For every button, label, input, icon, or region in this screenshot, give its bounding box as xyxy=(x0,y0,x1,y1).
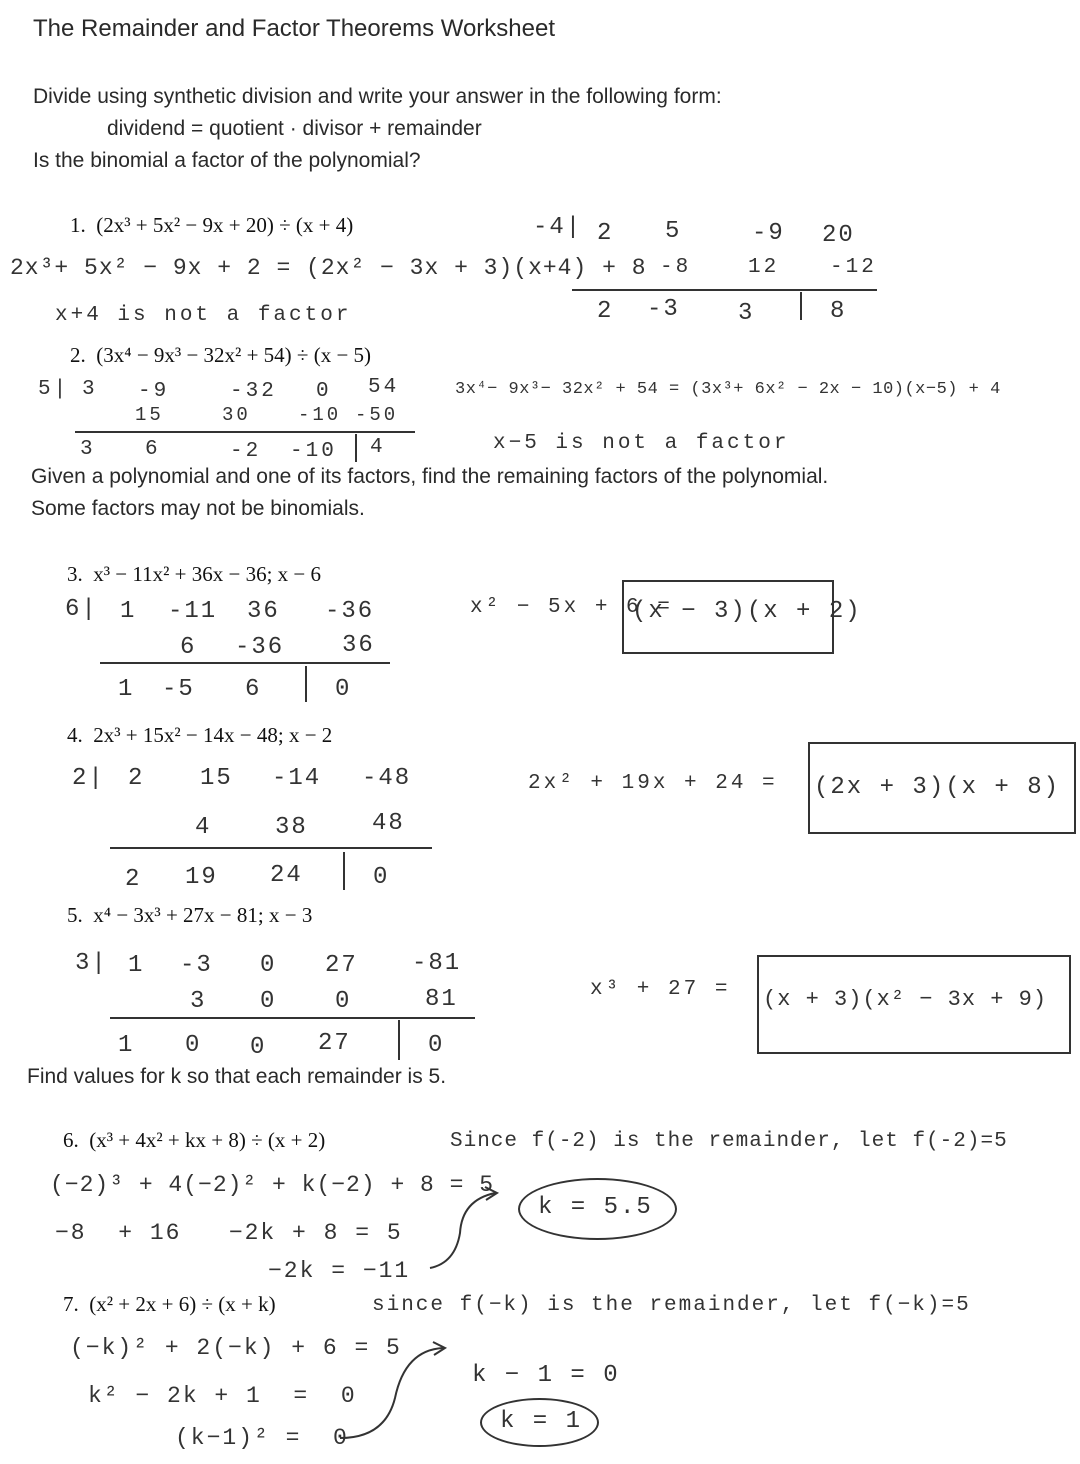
problem-4-row2-cell: 4 xyxy=(195,814,212,841)
problem-3-divisor: 6| xyxy=(65,596,98,623)
problem-5-divisor: 3| xyxy=(75,950,108,977)
problem-2-answer: 3x⁴− 9x³− 32x² + 54 = (3x³+ 6x² − 2x − 10)(x−5) + 4 xyxy=(455,380,1001,399)
problem-7-step: k − 1 = 0 xyxy=(472,1362,620,1389)
problem-4-row3-cell: 0 xyxy=(373,864,390,891)
problem-5-answer: x³ + 27 = xyxy=(590,978,731,1001)
problem-1-row1-cell: 20 xyxy=(822,222,855,249)
problem-2-row1-cell: -9 xyxy=(138,380,170,403)
problem-2-row1-cell: 3 xyxy=(82,378,98,401)
problem-5-label: 5. x⁴ − 3x³ + 27x − 81; x − 3 xyxy=(67,903,313,927)
problem-2-row2-cell: 30 xyxy=(222,404,251,426)
problem-6-answer: k = 5.5 xyxy=(538,1194,653,1221)
problem-6-label: 6. (x³ + 4x² + kx + 8) ÷ (x + 2) xyxy=(63,1128,326,1152)
problem-2-divisor: 5| xyxy=(38,378,70,401)
problem-5-row3-cell: 0 xyxy=(185,1032,202,1059)
problem-4-row1-cell: 2 xyxy=(128,765,145,792)
problem-1-answer: 2x³+ 5x² − 9x + 2 = (2x² − 3x + 3)(x+4) + 8 xyxy=(10,255,647,281)
problem-3-row2-cell: 36 xyxy=(342,632,375,659)
problem-5-row3-cell: 1 xyxy=(118,1032,135,1059)
problem-3-row3-cell: 6 xyxy=(245,676,262,703)
problem-5-row2-cell: 0 xyxy=(335,988,352,1015)
section-2-line-2: Some factors may not be binomials. xyxy=(31,497,365,520)
problem-1-row2-cell: 12 xyxy=(748,256,780,279)
problem-3-row1-cell: -11 xyxy=(168,598,218,625)
arrow-icon xyxy=(335,1338,455,1448)
answer-box xyxy=(622,580,862,654)
problem-5-row1-cell: 1 xyxy=(128,952,145,979)
problem-5-row2-cell: 81 xyxy=(425,986,458,1013)
problem-5-row3-cell: 0 xyxy=(428,1032,445,1059)
problem-2-row3-cell: 4 xyxy=(370,436,386,459)
problem-3-boxed-answer: (x − 3)(x + 2) xyxy=(632,598,862,625)
remainder-bar xyxy=(398,1020,400,1060)
problem-6-work-line: −2k = −11 xyxy=(268,1258,411,1284)
problem-7-work-line: k² − 2k + 1 = 0 xyxy=(88,1383,357,1409)
problem-4-row3-cell: 2 xyxy=(125,866,142,893)
problem-3-label: 3. x³ − 11x² + 36x − 36; x − 6 xyxy=(67,562,322,586)
problem-2-row2-cell: -10 xyxy=(298,404,342,426)
remainder-bar xyxy=(355,434,357,462)
problem-4-answer: 2x² + 19x + 24 = xyxy=(528,772,778,795)
problem-3-row3-cell: -5 xyxy=(162,676,195,703)
problem-6-work-line: −8 + 16 −2k + 8 = 5 xyxy=(55,1220,403,1246)
problem-1-row1-cell: 2 xyxy=(597,220,614,247)
problem-1-label: 1. (2x³ + 5x² − 9x + 20) ÷ (x + 4) xyxy=(70,213,354,237)
problem-5-row2-cell: 3 xyxy=(190,988,207,1015)
problem-4-row3-cell: 24 xyxy=(270,862,303,889)
problem-7-note: since f(−k) is the remainder, let f(−k)=5 xyxy=(372,1294,971,1317)
problem-7-answer: k = 1 xyxy=(500,1408,583,1435)
answer-box xyxy=(808,742,1076,834)
problem-2-row3-cell: 6 xyxy=(145,438,161,461)
division-line xyxy=(572,289,877,291)
problem-5-row2-cell: 0 xyxy=(260,988,277,1015)
division-line xyxy=(100,662,390,664)
problem-1-row3-cell: 3 xyxy=(738,300,755,327)
problem-1-divisor: -4| xyxy=(533,214,583,241)
worksheet-title: The Remainder and Factor Theorems Worksheet xyxy=(33,15,556,42)
problem-5-row1-cell: 0 xyxy=(260,952,277,979)
section-3-text: Find values for k so that each remainder is 5. xyxy=(27,1065,447,1088)
problem-4-row1-cell: -14 xyxy=(272,765,322,792)
problem-1-row3-cell: 2 xyxy=(597,298,614,325)
section-2-line-1: Given a polynomial and one of its factors, find the remaining factors of the polynomial. xyxy=(31,465,829,488)
problem-4-row3-cell: 19 xyxy=(185,864,218,891)
problem-2-label: 2. (3x⁴ − 9x³ − 32x² + 54) ÷ (x − 5) xyxy=(70,343,372,367)
instruction-line-2: dividend = quotient · divisor + remainder xyxy=(107,117,482,140)
problem-4-divisor: 2| xyxy=(72,765,105,792)
problem-4-row1-cell: 15 xyxy=(200,765,233,792)
problem-2-row1-cell: -32 xyxy=(230,380,277,403)
remainder-bar xyxy=(343,852,345,890)
problem-1-row3-cell: -3 xyxy=(647,296,680,323)
problem-3-row1-cell: -36 xyxy=(325,598,375,625)
problem-4-row2-cell: 48 xyxy=(372,810,405,837)
problem-3-row2-cell: 6 xyxy=(180,634,197,661)
problem-2-conclusion: x−5 is not a factor xyxy=(493,432,790,455)
problem-3-row3-cell: 0 xyxy=(335,676,352,703)
problem-2-row3-cell: 3 xyxy=(80,438,96,461)
problem-5-row3-cell: 0 xyxy=(250,1034,267,1061)
problem-4-label: 4. 2x³ + 15x² − 14x − 48; x − 2 xyxy=(67,723,333,747)
problem-1-row2-cell: -12 xyxy=(830,256,877,279)
division-line xyxy=(110,847,432,849)
problem-2-row1-cell: 0 xyxy=(316,380,332,403)
problem-6-work-line: (−2)³ + 4(−2)² + k(−2) + 8 = 5 xyxy=(50,1172,495,1198)
problem-5-row1-cell: -81 xyxy=(412,950,462,977)
problem-1-row2-cell: -8 xyxy=(660,256,692,279)
problem-3-row1-cell: 1 xyxy=(120,598,137,625)
remainder-bar xyxy=(305,666,307,702)
problem-7-work-line: (−k)² + 2(−k) + 6 = 5 xyxy=(70,1335,402,1361)
problem-3-row2-cell: -36 xyxy=(235,634,285,661)
problem-5-row1-cell: -3 xyxy=(180,952,213,979)
problem-4-row1-cell: -48 xyxy=(362,765,412,792)
problem-5-row1-cell: 27 xyxy=(325,952,358,979)
problem-4-row2-cell: 38 xyxy=(275,814,308,841)
problem-3-row1-cell: 36 xyxy=(247,598,280,625)
answer-circle xyxy=(518,1178,677,1240)
problem-2-row2-cell: -50 xyxy=(355,404,399,426)
problem-5-row3-cell: 27 xyxy=(318,1030,351,1057)
problem-2-row3-cell: -10 xyxy=(290,440,337,463)
answer-circle xyxy=(480,1398,599,1447)
problem-1-row1-cell: -9 xyxy=(752,220,785,247)
problem-1-conclusion: x+4 is not a factor xyxy=(55,304,352,327)
problem-2-row2-cell: 15 xyxy=(135,404,164,426)
problem-2-row3-cell: -2 xyxy=(230,440,262,463)
problem-3-row3-cell: 1 xyxy=(118,676,135,703)
problem-7-label: 7. (x² + 2x + 6) ÷ (x + k) xyxy=(63,1292,276,1316)
problem-3-answer: x² − 5x + 6 = xyxy=(470,596,673,619)
instruction-line-3: Is the binomial a factor of the polynomial? xyxy=(33,149,421,172)
problem-1-row1-cell: 5 xyxy=(665,218,682,245)
division-line xyxy=(75,431,415,433)
problem-1-row3-cell: 8 xyxy=(830,298,847,325)
instruction-line-1: Divide using synthetic division and write your answer in the following form: xyxy=(33,85,722,108)
arrow-icon xyxy=(420,1183,510,1278)
remainder-bar xyxy=(800,292,802,320)
answer-box xyxy=(757,955,1071,1054)
problem-2-row1-cell: 54 xyxy=(368,376,400,399)
division-line xyxy=(110,1017,475,1019)
problem-4-boxed-answer: (2x + 3)(x + 8) xyxy=(814,774,1061,801)
problem-6-note: Since f(-2) is the remainder, let f(-2)=5 xyxy=(450,1130,1008,1153)
problem-7-work-line: (k−1)² = 0 xyxy=(175,1425,349,1451)
problem-5-boxed-answer: (x + 3)(x² − 3x + 9) xyxy=(763,987,1048,1012)
